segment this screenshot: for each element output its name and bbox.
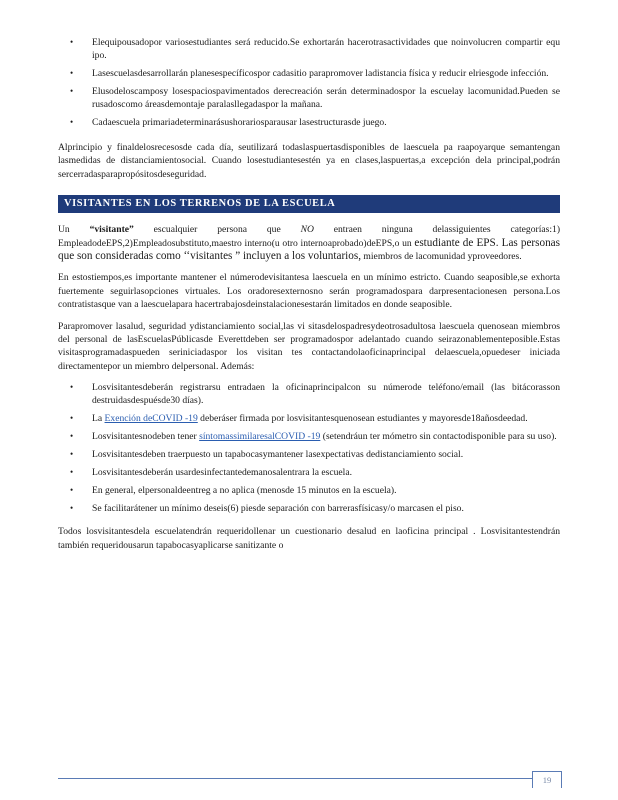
bullet-icon: • [70,86,74,96]
page-number: 19 [532,771,562,788]
bullet-icon: • [70,382,74,393]
bullet-icon: • [70,37,74,47]
covid-exemption-link[interactable]: Exención deCOVID -19 [104,413,198,425]
emphasis-no: NO [300,224,314,236]
list-item: • Losvisitantesdeberán registrarsu entradaen la oficinaprincipalcon su númerode teléfono/email (las bitácorasson destruidasdespuésde30 días). [70,382,560,407]
bullet-icon: • [70,68,74,78]
list-item: • Se facilitarátener un mínimo deseis(6) piesde separación con barrerasfísicasy/o marcasen el piso. [70,503,464,515]
bullet-icon: • [70,467,74,478]
section-title-banner: VISITANTES EN LOS TERRENOS DE LA ESCUELA [58,195,560,213]
list-item: • Cadaescuela primariadeterminarásushorariosparausar lasestructurasde juego. [70,117,387,128]
list-item: • Lasescuelasdesarrollarán planesespecíficospor cadasitio parapromover ladistancia física y reducir elriesgode infección. [70,68,549,79]
bullet-icon: • [70,431,74,442]
list-item: • En general, elpersonaldeentreg a no aplica (menosde 15 minutos en la escuela). [70,485,397,497]
list-item: • Elusodeloscamposy losespaciospavimentados derecreación serán determinadospor la escuelay lacomunidad.Pueden se rusadoscomo áreasdemontaje paralasllegadaspor la mañana. [70,86,560,110]
footer-rule [58,778,560,779]
covid-symptoms-link[interactable]: síntomassimilaresalCOVID -19 [199,431,321,443]
list-item: • Losvisitantesdeben traerpuesto un tapabocasymantener lasexpectativas dedistanciamiento social. [70,449,464,461]
bullet-icon: • [70,503,74,514]
bullet-list-1 [58,36,560,129]
bullet-icon: • [70,449,74,460]
paragraph-visitor-limits: En estostiempos,es importante mantener el númerodevisitantesa laescuela en un mínimo estricto. Cuando seaposible,se exhorta fuertemente seguirlasopciones virtuales. Los oradoresexternosno serán programadospara darpresentacionesen persona.Los contratistasque van a laescuelapara hacertrabajosdeinstalacionesestarán limitados en donde seaposible. [58,272,560,311]
list-item: • Losvisitantesdeberán usardesinfectantedemanosalentrara la escuela. [70,467,352,479]
paragraph-recess: Alprincipio y finaldelosrecesosde cada día, seutilizará todaslaspuertasdisponibles de laescuela pa raapoyarque semantengan lasmedidas de distanciamientosocial. Cuando losestudiantesestén ya en clases,laspuertas,a excepción dela principal,podrán sercerradasparapropósitosdeseguridad. [58,142,560,180]
list-item: • La Exención deCOVID -19 deberáser firmada por losvisitantesquenosean estudiantes y mayoresde18añosdeedad. [70,413,528,425]
bullet-icon: • [70,117,74,127]
bullet-icon: • [70,413,74,424]
page-content [58,36,560,560]
paragraph-scheduled-visits: Parapromover lasalud, seguridad ydistanciamiento social,las vi sitasdelospadresydeotrosadultosa laescuela quenosean miembros del personal de lasEscuelasPúblicasde Everettdeben ser programadospor adelantado cuando seirazonablementeposible.Estas visitasprogramadaspueden seriniciadaspor los visitan tes contactandolaoficinaprincipal delaescuela,opuedeser iniciada directamentepor un miembro delpersonal. Además: [58,320,560,372]
paragraph-visitor-definition: Un “visitante” escualquier persona que NO entraen ninguna delassiguientes categorías:1) EmpleadodeEPS,2)Empleadosubstituto,maestro interno(u otro internoaprobado)deEPS,o un estudiante de EPS. Las personas que son consideradas como ‘‘visitantes ” incluyen a los voluntarios, miembros de lacomunidad yproveedores. [58,224,561,263]
visitor-term: “visitante” [89,224,134,236]
paragraph-health-questionnaire: Todos losvisitantesdela escuelatendrán requeridollenar un cuestionario desalud en laoficina principal . Losvisitantestendrán también requeridousarun tapabocasyaplicarse sanitizante o [58,526,560,551]
bullet-icon: • [70,485,74,496]
bullet-list-2 [58,381,560,515]
list-item: • Elequipousadopor variosestudiantes será reducido.Se exhortarán hacerotrasactividades que noinvolucren compartir equ ipo. [70,37,560,61]
list-item: • Losvisitantesnodeben tener síntomassimilaresalCOVID -19 (setendráun ter mómetro sin contactodisponible para su uso). [70,431,557,443]
